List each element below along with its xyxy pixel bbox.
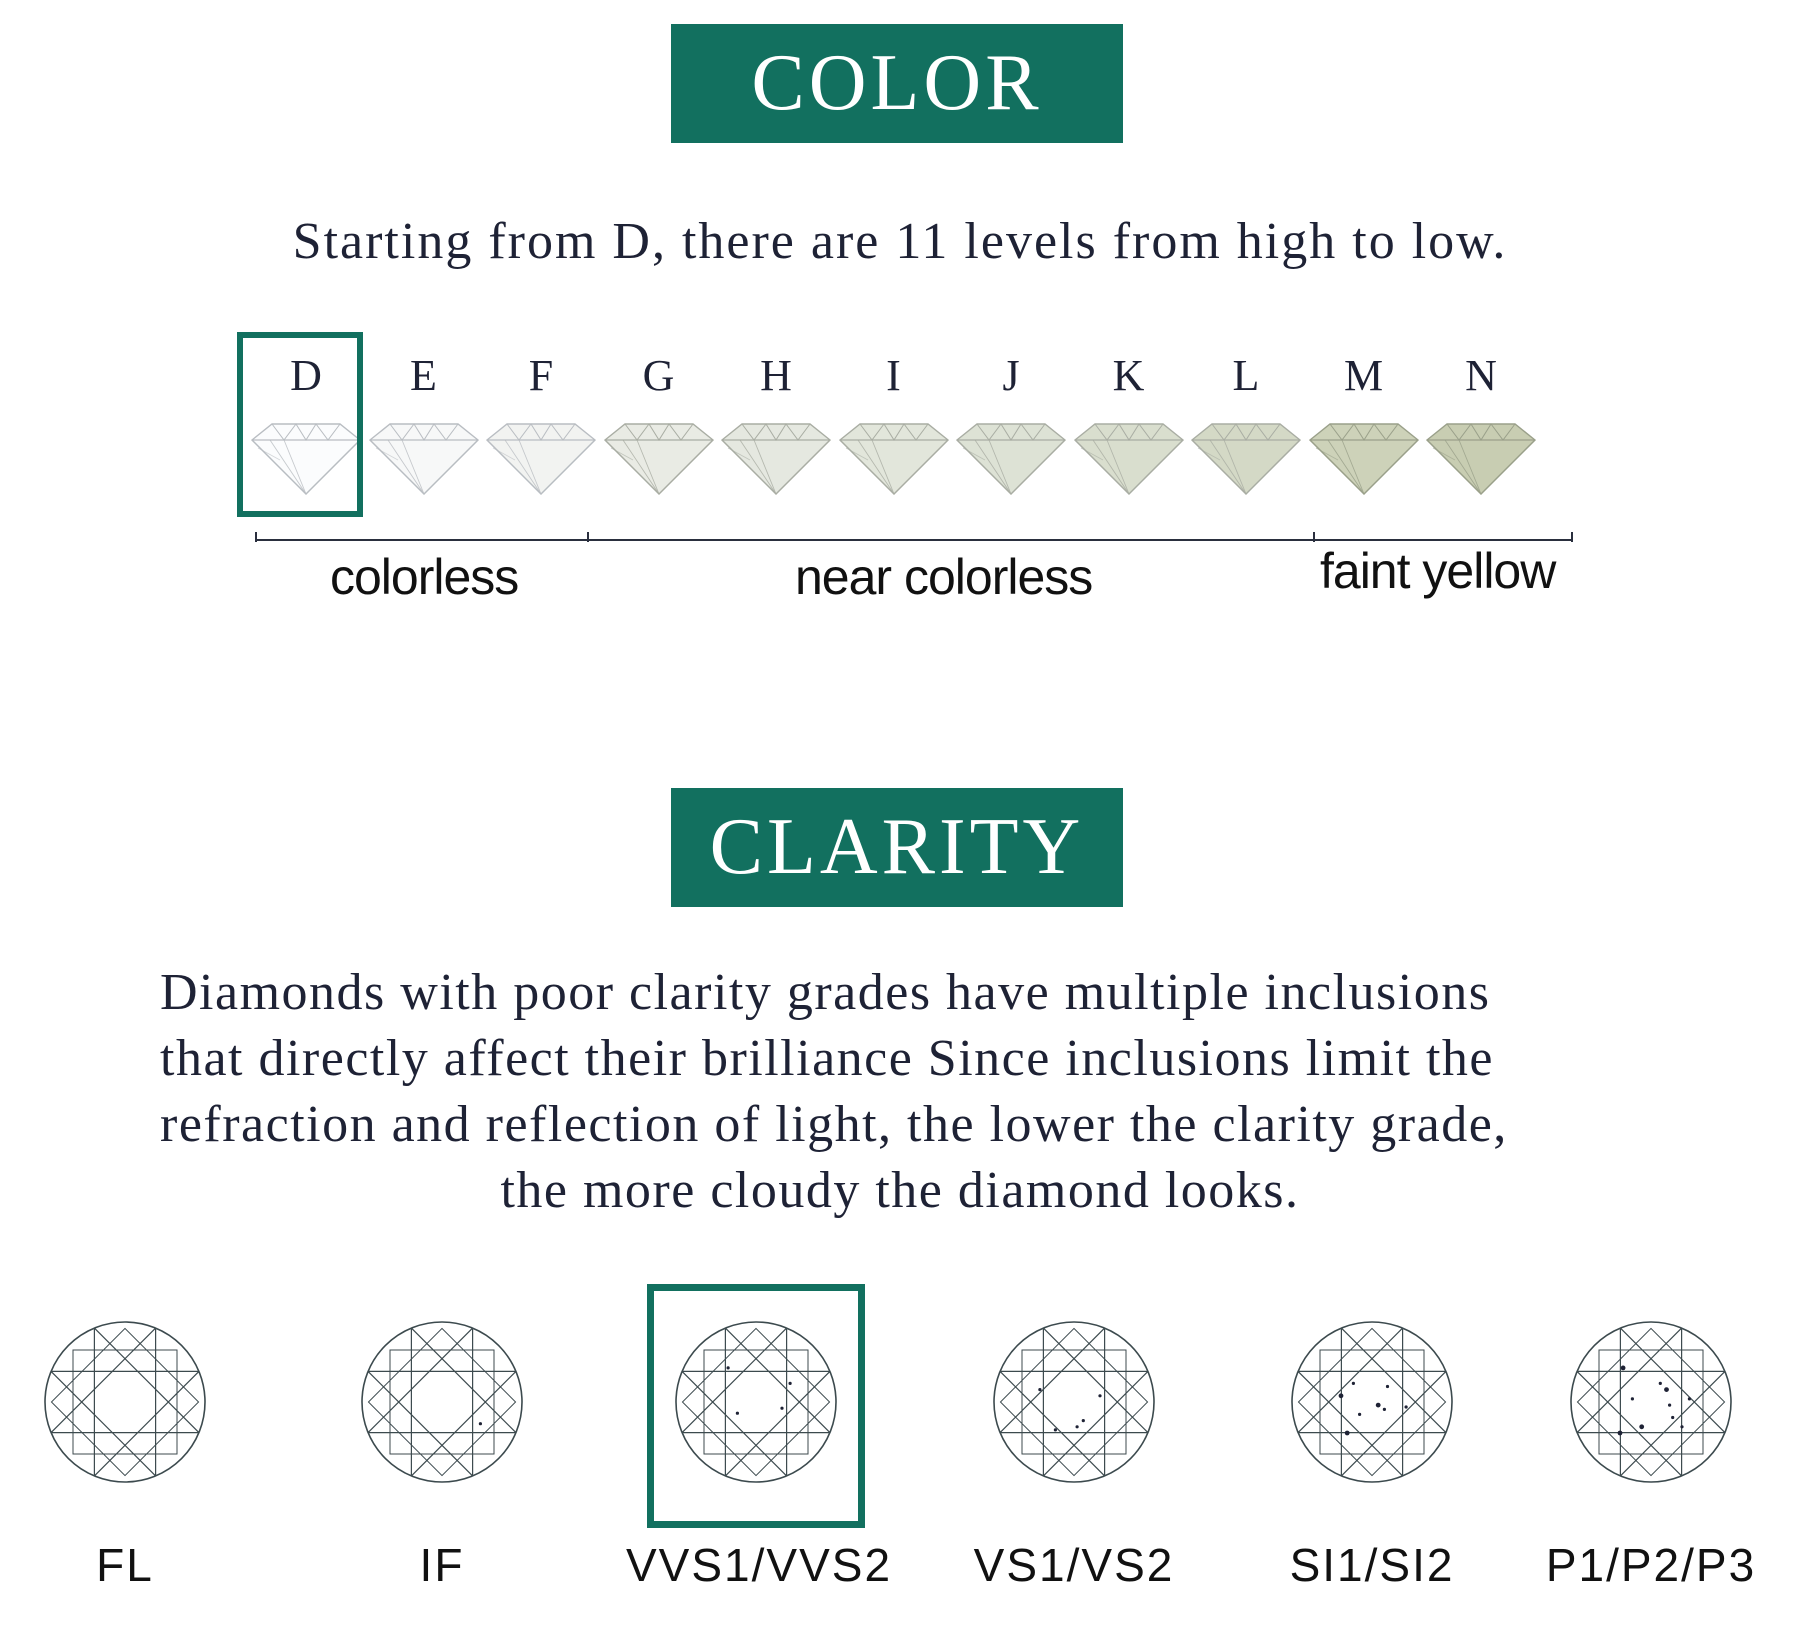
color-description: Starting from D, there are 11 levels from high to low. [292,213,1508,270]
clarity-title-banner [671,788,1123,907]
clarity-diagram-p1-p2-p3-icon [1567,1318,1735,1486]
color-grade-n: N [1465,351,1497,400]
color-grade-j: J [1002,351,1020,400]
color-grade-i: I [886,351,901,400]
selected-color-grade-frame [237,332,363,517]
clarity-grade-fl-label: FL [96,1539,154,1591]
diamond-f-icon [485,420,597,496]
clarity-title: CLARITY [709,803,1085,891]
diamond-e-icon [368,420,480,496]
selected-clarity-grade-frame [647,1284,865,1528]
range-label-colorless: colorless [330,549,519,605]
clarity-description [160,960,1640,1224]
diamond-h-icon [720,420,832,496]
color-title: COLOR [751,39,1043,127]
clarity-grade-p1-p2-p3-label: P1/P2/P3 [1545,1539,1757,1591]
color-grade-f: F [528,351,554,400]
diamond-j-icon [955,420,1067,496]
clarity-grade-vvs1-vvs2-label: VVS1/VVS2 [626,1539,893,1591]
diamond-k-icon [1073,420,1185,496]
clarity-diagram-si1-si2-icon [1288,1318,1456,1486]
color-grade-m: M [1343,351,1384,400]
diamond-i-icon [838,420,950,496]
diamond-m-icon [1308,420,1420,496]
clarity-grade-vs1-vs2-label: VS1/VS2 [973,1539,1175,1591]
diamond-g-icon [603,420,715,496]
diamond-n-icon [1425,420,1537,496]
color-grade-h: H [760,351,792,400]
clarity-grade-si1-si2-label: SI1/SI2 [1289,1539,1455,1591]
color-grade-g: G [642,351,675,400]
color-title-banner [671,24,1123,143]
clarity-grade-if-label: IF [419,1539,465,1591]
clarity-description-line: refraction and reflection of light, the lower the clarity grade, [160,1096,1508,1153]
clarity-description-line: Diamonds with poor clarity grades have multiple inclusions [160,964,1491,1021]
clarity-description-line: that directly affect their brilliance Since inclusions limit the [160,1030,1494,1087]
color-grade-e: E [410,351,437,400]
clarity-description-line: the more cloudy the diamond looks. [500,1162,1300,1219]
clarity-diagram-fl-icon [41,1318,209,1486]
clarity-diagram-vs1-vs2-icon [990,1318,1158,1486]
color-grade-l: L [1232,351,1260,400]
clarity-diagram-if-icon [358,1318,526,1486]
color-grade-d: D [290,351,322,400]
diamond-l-icon [1190,420,1302,496]
color-grade-k: K [1112,351,1145,400]
range-label-near-colorless: near colorless [795,549,1093,605]
range-label-faint-yellow: faint yellow [1320,543,1556,599]
